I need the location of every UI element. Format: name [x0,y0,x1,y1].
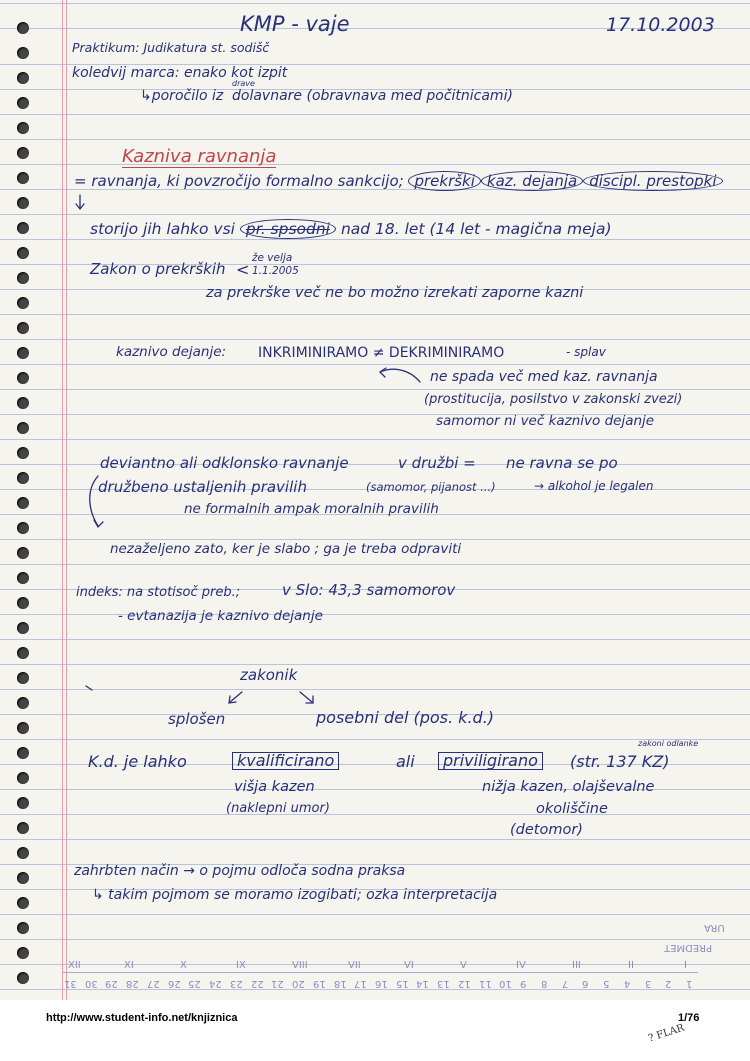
less-than-sign: < [236,260,250,279]
binding-hole [17,572,29,584]
note-line: višja kazen [234,779,315,795]
margin-scribble: ? FLAR [647,1022,686,1045]
note-line: = ravnanja, ki povzročijo formalno sankcijo; prekrški kaz. dejanja discipl. prestopki [74,174,723,189]
note-line: K.d. je lahko [88,752,187,771]
ruler-number-tick: 21 [271,978,285,989]
binding-hole [17,222,29,234]
note-line: (str. 137 KZ) [570,752,670,771]
note-line: ↳poročilo iz [140,88,224,104]
note-line: (detomor) [510,822,583,838]
ruler-roman-tick: VI [404,960,414,971]
ruler-label: PREDMET [664,942,713,953]
binding-hole [17,322,29,334]
boxed-term: priviligirano [438,752,543,770]
ruler-number-tick: 11 [478,978,492,989]
note-line: (prostitucija, posilstvo v zakonski zvezi) [424,392,683,407]
page-date: 17.10.2003 [606,14,715,36]
section-heading: Kazniva ravnanja [122,146,277,167]
note-line: okoliščine [536,801,608,817]
ruler-number-tick: 25 [188,978,202,989]
page-title: KMP - vaje [240,12,350,36]
binding-hole [17,822,29,834]
note-line: INKRIMINIRAMO ≠ DEKRIMINIRAMO [258,345,505,361]
boxed-term: kvalificirano [232,752,339,770]
ruler-roman-tick: V [460,960,467,971]
ruler-number-tick: 18 [333,978,347,989]
note-line: Praktikum: Judikatura st. sodišč [72,40,270,55]
note-annotation: že velja [252,252,293,264]
binding-hole [17,147,29,159]
binding-hole [17,347,29,359]
note-annotation: zakoni odlanke [638,739,699,748]
ruler-roman-tick: XI [124,960,134,971]
binding-hole [17,447,29,459]
binding-hole [17,247,29,259]
ruler-number-tick: 7 [561,978,568,989]
ruler-number-tick: 8 [540,978,548,989]
ruler-number-tick: 4 [623,978,631,989]
note-line: ne formalnih ampak moralnih pravilih [184,501,439,517]
note-line: ali [396,752,415,771]
binding-hole [17,972,29,984]
binding-hole [17,697,29,709]
bottom-ruler [62,922,725,989]
note-line: ↳ takim pojmom se moramo izogibati; ozka interpretacija [92,887,498,903]
binding-hole [17,422,29,434]
ruler-roman-tick: VII [348,960,361,971]
note-line: deviantno ali odklonsko ravnanje [100,454,349,472]
note-line: za prekrške več ne bo možno izrekati zaporne kazni [206,285,584,301]
page-bottom-margin [0,1000,750,1061]
binding-hole [17,547,29,559]
binding-hole [17,97,29,109]
ruler-number-tick: 2 [665,978,672,989]
binding-hole [17,622,29,634]
note-line: splošen [168,710,226,728]
note-line: samomor ni več kaznivo dejanje [436,413,655,429]
ruler-number-tick: 31 [64,978,77,989]
binding-hole [17,922,29,934]
binding-hole [17,297,29,309]
circled-term: discipl. prestopki [583,171,722,191]
binding-hole [17,72,29,84]
ruler-number-tick: 24 [209,978,222,989]
binding-hole [17,797,29,809]
ruler-number-tick: 10 [499,978,513,989]
note-line: kaznivo dejanje: [116,344,227,360]
page-number: 1/76 [678,1012,700,1024]
ruler-roman-tick: XII [68,960,81,971]
ruler-number-tick: 22 [250,978,264,989]
note-line: posebni del (pos. k.d.) [316,708,495,727]
ruler-number-tick: 30 [84,978,98,989]
ruler-number-tick: 26 [167,978,181,989]
binding-hole [17,722,29,734]
ruler-roman-tick: IV [516,960,526,971]
note-line: dolavnare (obravnava med počitnicami) [232,88,513,104]
binding-hole [17,22,29,34]
note-line: zakonik [240,666,298,684]
margin-line [62,0,63,1000]
ruler-number-tick: 16 [375,978,388,989]
binding-hole [17,647,29,659]
note-line: v Slo: 43,3 samomorov [282,581,456,599]
ruler-roman-tick: II [628,960,634,971]
binding-hole [17,847,29,859]
note-line: ne spada več med kaz. ravnanja [430,369,658,385]
note-annotation: drave [232,79,255,88]
source-url: http://www.student-info.net/knjiznica [46,1012,238,1024]
ruler-number-tick: 15 [395,978,409,989]
ruler-roman-tick: I [684,960,687,971]
note-line: → alkohol je legalen [534,479,654,493]
ruler-number-tick: 5 [603,978,610,989]
binding-hole [17,122,29,134]
ruler-number-tick: 23 [229,978,243,989]
ruler-number-tick: 20 [292,978,305,989]
note-line: indeks: na stotisoč preb.; [76,585,241,600]
note-line: družbeno ustaljenih pravilih [98,478,307,496]
binding-hole [17,372,29,384]
ruler-label: URA [704,922,725,933]
ruler-number-tick: 13 [437,978,450,989]
binding-hole [17,897,29,909]
ruler-number-tick: 29 [105,978,119,989]
binding-hole [17,947,29,959]
ruler-number-tick: 1 [686,978,693,989]
ruler-roman-tick: IX [236,960,246,971]
binding-hole [17,872,29,884]
ruler-number-tick: 28 [126,978,139,989]
ruler-number-tick: 27 [146,978,160,989]
note-line: nezaželjeno zato, ker je slabo ; ga je treba odpraviti [110,541,462,557]
ruler-roman-tick: III [572,960,581,971]
binding-hole [17,772,29,784]
binding-hole [17,197,29,209]
binding-hole [17,497,29,509]
note-line: koledvij marca: enako kot izpit [72,65,288,81]
ruler-number-tick: 19 [312,978,326,989]
note-line: - evtanazija je kaznivo dejanje [118,608,323,624]
note-annotation: 1.1.2005 [252,265,299,277]
ruler-number-tick: 14 [416,978,430,989]
binding-hole [17,47,29,59]
ruler-roman-tick: VIII [292,960,308,971]
binding-hole [17,522,29,534]
margin-line-secondary [66,0,67,1000]
binding-hole [17,597,29,609]
binding-hole [17,272,29,284]
binding-hole [17,172,29,184]
note-line: Zakon o prekrških [90,260,226,278]
note-line: (naklepni umor) [226,801,330,816]
ruler-number-tick: 17 [354,978,367,989]
note-line: zahrbten način → o pojmu odloča sodna praksa [74,863,406,879]
binding-hole [17,672,29,684]
ruler-number-tick: 12 [457,978,471,989]
ruler-number-tick: 9 [520,978,527,989]
binding-hole [17,472,29,484]
note-line: (samomor, pijanost ...) [366,480,496,494]
binding-hole [17,747,29,759]
circled-term: prekrški [408,171,480,191]
note-line: v družbi = [398,454,476,472]
note-line: ne ravna se po [506,454,618,472]
note-line: storijo jih lahko vsi pr. spsodni nad 18. let (14 let - magična meja) [90,220,612,238]
note-line: - splav [566,345,606,359]
binding-hole [17,397,29,409]
ruler-number-tick: 3 [644,978,651,989]
ruler-number-tick: 6 [582,978,589,989]
note-line: nižja kazen, olajševalne [482,779,655,795]
ruler-roman-tick: X [180,960,187,971]
circled-term: kaz. dejanja [481,171,583,191]
struck-term: pr. spsodni [240,219,336,239]
